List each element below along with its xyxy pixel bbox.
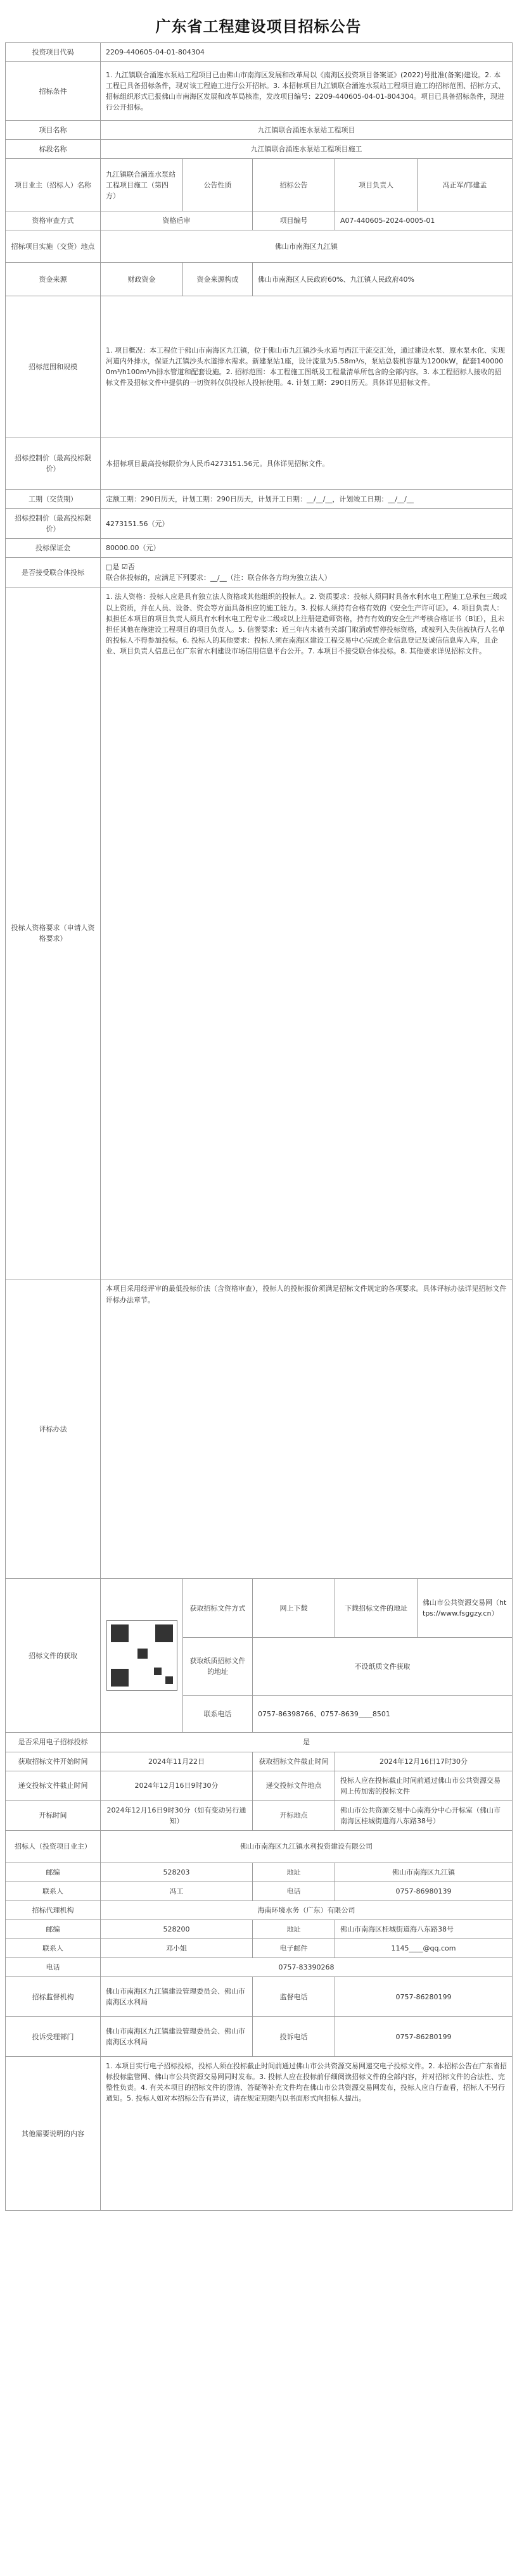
- label-project-name: 项目名称: [6, 121, 101, 140]
- page-title: 广东省工程建设项目招标公告: [155, 18, 362, 35]
- row-agency-phone: [6, 1957, 513, 1976]
- value-supervision: 佛山市南海区九江镇建设管理委员会、佛山市南海区水利局: [101, 1977, 253, 2017]
- label-notes: 其他需要说明的内容: [6, 2057, 101, 2211]
- value-tenderer-phone: 0757-86980139: [335, 1882, 513, 1901]
- value-agency-addr: 佛山市南海区桂城街道海八东路38号: [335, 1919, 513, 1938]
- label-tenderer: 招标人（投资项目业主）: [6, 1830, 101, 1863]
- value-bid-bond: 80000.00（元）: [101, 539, 513, 558]
- value-deadline: 2024年12月16日9时30分: [101, 1771, 253, 1800]
- label-acquisition-phone: 联系电话: [183, 1695, 253, 1733]
- row-agency-addr: [6, 1919, 513, 1938]
- label-project-contact: 项目负责人: [335, 159, 418, 211]
- label-requirements: 投标人资格要求（申请人资格要求）: [6, 587, 101, 1279]
- label-location: 招标项目实施（交货）地点: [6, 230, 101, 263]
- value-owner: 九江镇联合涌连水泵站工程项目施工（第四方）: [101, 159, 183, 211]
- label-agency-email: 电子邮件: [253, 1938, 335, 1957]
- row-location: [6, 230, 513, 263]
- row-project-code: [6, 43, 513, 62]
- value-end: 2024年12月16日17时30分: [335, 1752, 513, 1771]
- value-requirements: 1. 法人资格：投标人应是具有独立法人资格或其他组织的投标人。2. 资质要求：投标人须同时具备水利水电工程施工总承包三级或以上资质，并在人员、设备、资金等方面具备相应的施工能力。3. 投标人须持有合格有效的《安全生产许可证》。4. 项目负责人：拟担任本项目的项目负责人须具有水利水电工程专业二级或以上注册建造师资格，持有有效的安全生产考核合格证书（B证），且未担任其他在施建设工程项目的项目负责人。5. 信誉要求：近三年内未被有关部门取消或暂停投标资格，或被列入失信被执行人名单的投标人不得参加投标。6. 投标人的其他要求：投标人须在南海区建设工程交易中心完成企业信息登记及诚信信息库入库，且企业、项目负责人信息已在广东省水利建设市场信用信息平台公开。7. 本项目不接受联合体投标。8. 其他要求详见招标文件。: [101, 587, 513, 1279]
- value-start: 2024年11月22日: [101, 1752, 253, 1771]
- value-open-place: 佛山市公共资源交易中心南海分中心开标室（佛山市南海区桂城街道海八东路38号）: [335, 1800, 513, 1830]
- label-project-number: 项目编号: [253, 211, 335, 230]
- label-tenderer-zip: 邮编: [6, 1863, 101, 1882]
- row-tender-conditions: [6, 62, 513, 121]
- value-qualification: 资格后审: [101, 211, 253, 230]
- notice-page: [5, 0, 512, 2211]
- notice-table: [5, 42, 513, 2211]
- label-online-bid: 是否采用电子招标投标: [6, 1733, 101, 1752]
- value-paper-address: 不设纸质文件获取: [253, 1637, 513, 1695]
- label-open-place: 开标地点: [253, 1800, 335, 1830]
- row-agency-contact: [6, 1938, 513, 1957]
- label-start: 获取招标文件开始时间: [6, 1752, 101, 1771]
- label-owner: 项目业主（招标人）名称: [6, 159, 101, 211]
- value-tender-conditions: 1. 九江镇联合涌连水泵站工程项目已由佛山市南海区发展和改革局以《南海区投资项目备案证》(2022)号批准(备案)建设。2. 本工程已具备招标条件，现对该工程施工进行公开招标。3. 本招标项目九江镇联合涌连水泵站工程项目施工的招标范围、招标方式、招标组织形式已报佛山市南海区发展和改革局核准，发改项目编号：2209-440605-04-01-804304。项目已具备招标条件，现进行公开招标。: [101, 62, 513, 121]
- label-tenderer-addr: 地址: [253, 1863, 335, 1882]
- value-overview: 1. 项目概况：本工程位于佛山市南海区九江镇，位于佛山市九江镇沙头水道与西江干流交汇处，通过建设水泵、原水泵水化、实现河道内外排水，保证九江镇沙头水道排水需求。新建泵站1座，设计流量为5.58m³/s，泵站总装机容量为1200kW，配套1400000m³/h100m³/h排水管道和配套设施。2. 招标范围：本工程施工图纸及工程量清单所包含的全部内容。3. 本工程招标人接收的招标文件及招标文件中提供的一切资料仅供投标人投标使用。4. 计划工期：290日历天。具体详见招标文件。: [101, 296, 513, 437]
- row-section-name: [6, 140, 513, 159]
- row-agency: [6, 1901, 513, 1919]
- label-bid-bond: 投标保证金: [6, 539, 101, 558]
- row-consortium: [6, 558, 513, 587]
- label-open: 开标时间: [6, 1800, 101, 1830]
- value-project-code: 2209-440605-04-01-804304: [101, 43, 513, 62]
- value-control-price: 4273151.56（元）: [101, 509, 513, 539]
- label-agency-phone: 电话: [6, 1957, 101, 1976]
- label-supervision-phone: 监督电话: [253, 1977, 335, 2017]
- label-overview: 招标范围和规模: [6, 296, 101, 437]
- label-administration-phone: 投诉电话: [253, 2017, 335, 2057]
- value-duration: 定额工期：290日历天，计划工期：290日历天，计划开工日期：__/__/__，计划竣工日期：__/__/__: [101, 490, 513, 509]
- label-price-note: 招标控制价（最高投标限价）: [6, 437, 101, 490]
- value-consortium: [101, 558, 513, 587]
- value-tenderer-zip: 528203: [101, 1863, 253, 1882]
- label-acquisition-way: 获取招标文件方式: [183, 1579, 253, 1637]
- row-control-price: [6, 509, 513, 539]
- label-tenderer-contact: 联系人: [6, 1882, 101, 1901]
- value-agency-contact: 邓小姐: [101, 1938, 253, 1957]
- value-tenderer-contact: 冯工: [101, 1882, 253, 1901]
- value-supervision-phone: 0757-86280199: [335, 1977, 513, 2017]
- value-download-address[interactable]: 佛山市公共资源交易网（https://www.fsggzy.cn）: [418, 1579, 513, 1637]
- consortium-note: 联合体投标的，应满足下列要求：__/__（注：联合体各方均为独立法人）: [106, 574, 331, 582]
- value-acquisition-phone: 0757-86398766、0757-8639____8501: [253, 1695, 513, 1733]
- value-agency-phone: 0757-83390268: [101, 1957, 513, 1976]
- label-agency-contact: 联系人: [6, 1938, 101, 1957]
- label-agency: 招标代理机构: [6, 1901, 101, 1919]
- label-funding: 资金来源: [6, 263, 101, 296]
- label-agency-addr: 地址: [253, 1919, 335, 1938]
- label-funding-ratio: 资金来源构成: [183, 263, 253, 296]
- label-paper-address: 获取纸质招标文件的地址: [183, 1637, 253, 1695]
- row-qualification: [6, 211, 513, 230]
- row-online-bid: [6, 1733, 513, 1752]
- label-administration: 投诉受理部门: [6, 2017, 101, 2057]
- value-agency-zip: 528200: [101, 1919, 253, 1938]
- value-section-name: 九江镇联合涌连水泵站工程项目施工: [101, 140, 513, 159]
- value-online-bid: 是: [101, 1733, 513, 1752]
- value-administration-phone: 0757-86280199: [335, 2017, 513, 2057]
- value-notice-nature: 招标公告: [253, 159, 335, 211]
- row-tenderer-contact: [6, 1882, 513, 1901]
- row-acquisition: [6, 1579, 513, 1637]
- label-qualification: 资格审查方式: [6, 211, 101, 230]
- row-schedule-open: [6, 1800, 513, 1830]
- label-review-method: 评标办法: [6, 1279, 101, 1579]
- value-administration: 佛山市南海区九江镇建设管理委员会、佛山市南海区水利局: [101, 2017, 253, 2057]
- value-tenderer-addr: 佛山市南海区九江镇: [335, 1863, 513, 1882]
- label-end: 获取招标文件截止时间: [253, 1752, 335, 1771]
- label-tenderer-phone: 电话: [253, 1882, 335, 1901]
- value-agency-email: 1145____@qq.com: [335, 1938, 513, 1957]
- row-administration: [6, 2017, 513, 2057]
- value-acquisition-way: 网上下载: [253, 1579, 335, 1637]
- value-review-method: 本项目采用经评审的最低投标价法（含资格审查），投标人的投标报价须满足招标文件规定的各项要求。具体评标办法详见招标文件评标办法章节。: [101, 1279, 513, 1579]
- consortium-choice: □是 ☑否: [106, 563, 135, 572]
- row-tenderer: [6, 1830, 513, 1863]
- value-project-number: A07-440605-2024-0005-01: [335, 211, 513, 230]
- value-deadline-place: 投标人应在投标截止时间前通过佛山市公共资源交易网上传加密的投标文件: [335, 1771, 513, 1800]
- label-consortium: 是否接受联合体投标: [6, 558, 101, 587]
- value-open: 2024年12月16日9时30分（如有变动另行通知）: [101, 1800, 253, 1830]
- label-project-code: 投资项目代码: [6, 43, 101, 62]
- value-project-name: 九江镇联合涌连水泵站工程项目: [101, 121, 513, 140]
- row-overview: [6, 296, 513, 437]
- value-price-note: 本招标项目最高投标限价为人民币4273151.56元。具体详见招标文件。: [101, 437, 513, 490]
- label-notice-nature: 公告性质: [183, 159, 253, 211]
- row-project-name: [6, 121, 513, 140]
- label-duration: 工期（交货期）: [6, 490, 101, 509]
- row-requirements: [6, 587, 513, 1279]
- row-bid-bond: [6, 539, 513, 558]
- label-control-price: 招标控制价（最高投标限价）: [6, 509, 101, 539]
- acquisition-qr: [101, 1579, 183, 1733]
- row-review-method: [6, 1279, 513, 1579]
- label-tender-conditions: 招标条件: [6, 62, 101, 121]
- row-notes: [6, 2057, 513, 2211]
- label-supervision: 招标监督机构: [6, 1977, 101, 2017]
- label-deadline-place: 递交投标文件地点: [253, 1771, 335, 1800]
- label-agency-zip: 邮编: [6, 1919, 101, 1938]
- value-notes: 1. 本项目实行电子招标投标，投标人须在投标截止时间前通过佛山市公共资源交易网递交电子投标文件。2. 本招标公告在广东省招标投标监管网、佛山市公共资源交易网同时发布。3. 投标人应在投标前仔细阅读招标文件的全部内容，并对招标文件的合法性、完整性负责。4. 有关本项目的招标文件的澄清、答疑等补充文件均在佛山市公共资源交易网发布，投标人应自行查看，招标人不另行通知。5. 投标人如对本招标公告有异议，请在规定期限内以书面形式向招标人提出。: [101, 2057, 513, 2211]
- value-funding-ratio: 佛山市南海区人民政府60%、九江镇人民政府40%: [253, 263, 513, 296]
- value-project-contact: 冯正军/邝建孟: [418, 159, 513, 211]
- row-owner: [6, 159, 513, 211]
- value-tenderer: 佛山市南海区九江镇水利投资建设有限公司: [101, 1830, 513, 1863]
- label-acquisition: 招标文件的获取: [6, 1579, 101, 1733]
- row-price-note: [6, 437, 513, 490]
- row-tenderer-addr: [6, 1863, 513, 1882]
- row-funding: [6, 263, 513, 296]
- label-deadline: 递交投标文件截止时间: [6, 1771, 101, 1800]
- value-funding: 财政资金: [101, 263, 183, 296]
- label-download-address: 下载招标文件的地址: [335, 1579, 418, 1637]
- label-section-name: 标段名称: [6, 140, 101, 159]
- row-schedule-start: [6, 1752, 513, 1771]
- qr-code-icon: [106, 1620, 177, 1691]
- row-supervision: [6, 1977, 513, 2017]
- row-duration: [6, 490, 513, 509]
- row-schedule-deadline: [6, 1771, 513, 1800]
- value-location: 佛山市南海区九江镇: [101, 230, 513, 263]
- value-agency: 海南环境水务（广东）有限公司: [101, 1901, 513, 1919]
